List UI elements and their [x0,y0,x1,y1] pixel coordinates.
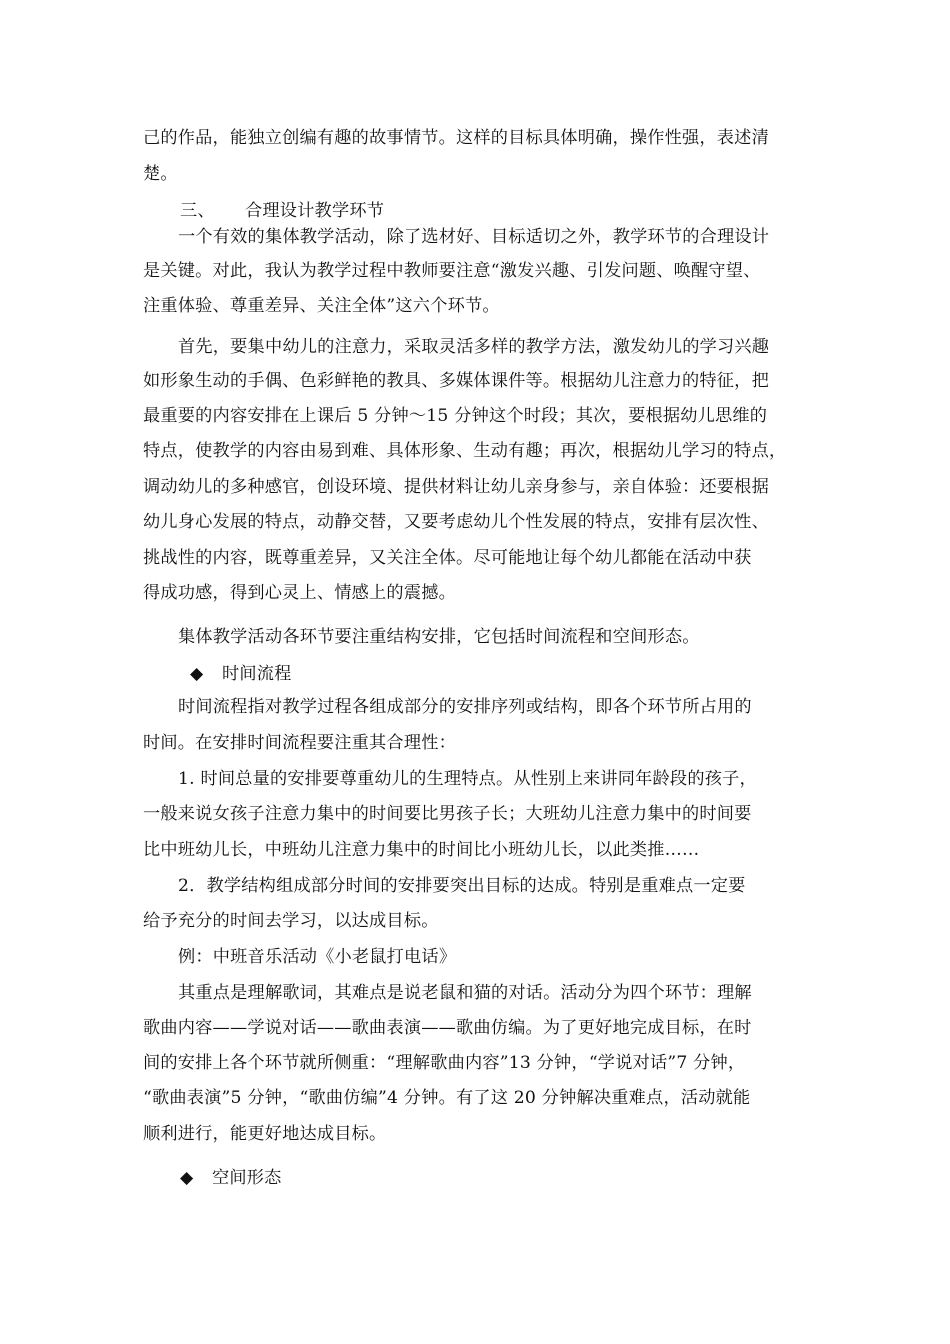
text-line: 注重体验、尊重差异、关注全体”这六个环节。 [143,296,500,316]
text-line: 特点，使教学的内容由易到难、具体形象、生动有趣；再次，根据幼儿学习的特点， [143,441,787,461]
example-title: 例：中班音乐活动《小老鼠打电话》 [178,947,457,967]
section-number: 三、 [180,201,215,221]
text-line: 首先，要集中幼儿的注意力，采取灵活多样的教学方法，激发幼儿的学习兴趣 [178,337,770,357]
text-line: “歌曲表演”5 分钟，“歌曲仿编”4 分钟。有了这 20 分钟解决重难点，活动就能 [143,1088,751,1108]
text-line: 比中班幼儿长，中班幼儿注意力集中的时间比小班幼儿长，以此类推…… [143,840,700,860]
subheading-time-flow: 时间流程 [222,664,292,684]
text-line: 2．教学结构组成部分时间的安排要突出目标的达成。特别是重难点一定要 [178,876,746,896]
text-line: 给予充分的时间去学习，以达成目标。 [143,911,439,931]
diamond-bullet-icon: ◆ [190,664,204,684]
text-line: 最重要的内容安排在上课后 5 分钟～15 分钟这个时段；其次，要根据幼儿思维的 [143,406,768,426]
text-line: 1. 时间总量的安排要尊重幼儿的生理特点。从性别上来讲同年龄段的孩子， [178,769,757,789]
text-line: 集体教学活动各环节要注重结构安排，它包括时间流程和空间形态。 [178,627,700,647]
text-line: 调动幼儿的多种感官，创设环境、提供材料让幼儿亲身参与，亲自体验：还要根据 [143,477,769,497]
text-line: 挑战性的内容，既尊重差异，又关注全体。尽可能地让每个幼儿都能在活动中获 [143,548,752,568]
text-line: 幼儿身心发展的特点，动静交替，又要考虑幼儿个性发展的特点，安排有层次性、 [143,512,769,532]
text-line: 楚。 [143,164,178,184]
text-line: 顺利进行，能更好地达成目标。 [143,1124,387,1144]
diamond-bullet-icon: ◆ [180,1168,194,1188]
subheading-space-form: 空间形态 [212,1168,282,1188]
text-line: 得成功感，得到心灵上、情感上的震撼。 [143,583,456,603]
text-line: 是关键。对此，我认为教学过程中教师要注意“激发兴趣、引发问题、唤醒守望、 [143,261,761,281]
text-line: 间的安排上各个环节就所侧重：“理解歌曲内容”13 分钟，“学说对话”7 分钟， [143,1053,746,1073]
text-line: 一般来说女孩子注意力集中的时间要比男孩子长；大班幼儿注意力集中的时间要 [143,804,752,824]
text-line: 时间。在安排时间流程要注重其合理性： [143,733,456,753]
text-line: 时间流程指对教学过程各组成部分的安排序列或结构，即各个环节所占用的 [178,697,752,717]
text-line: 如形象生动的手偶、色彩鲜艳的教具、多媒体课件等。根据幼儿注意力的特征，把 [143,371,769,391]
text-line: 其重点是理解歌词，其难点是说老鼠和猫的对话。活动分为四个环节：理解 [178,983,752,1003]
text-line: 己的作品，能独立创编有趣的故事情节。这样的目标具体明确，操作性强，表述清 [143,128,769,148]
section-heading: 合理设计教学环节 [245,201,385,221]
text-line: 歌曲内容——学说对话——歌曲表演——歌曲仿编。为了更好地完成目标，在时 [143,1018,752,1038]
text-line: 一个有效的集体教学活动，除了选材好、目标适切之外，教学环节的合理设计 [178,227,770,247]
